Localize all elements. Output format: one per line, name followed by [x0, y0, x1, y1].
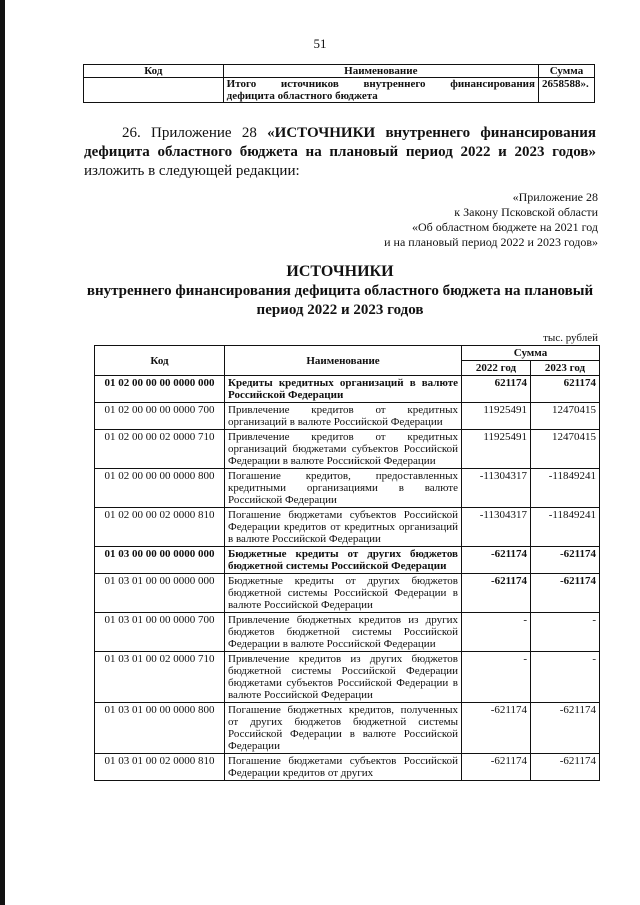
- cell-code: 01 03 01 00 02 0000 810: [95, 754, 225, 781]
- cell-name: Погашение бюджетами субъектов Российской Федерации кредитов от кредитных организаций в валюте Российской Федерации: [225, 508, 462, 547]
- cell-2022: 11925491: [462, 430, 531, 469]
- table-row: [95, 403, 600, 430]
- cell-code: 01 03 01 00 00 0000 700: [95, 613, 225, 652]
- cell-name: Кредиты кредитных организаций в валюте Российской Федерации: [225, 376, 462, 403]
- table-row: [95, 652, 600, 703]
- document-title: [80, 262, 600, 320]
- cell-sum: 2658588».: [538, 78, 594, 103]
- paragraph-text-plain1: Приложение 28: [151, 125, 257, 141]
- continuation-table-header: [84, 65, 595, 78]
- header-sum: Сумма: [462, 346, 600, 361]
- table-row: [84, 78, 595, 103]
- cell-2023: -: [531, 652, 600, 703]
- cell-2023: -11849241: [531, 508, 600, 547]
- cell-2023: -621174: [531, 703, 600, 754]
- cell-code: 01 02 00 00 00 0000 700: [95, 403, 225, 430]
- table-row: [95, 574, 600, 613]
- header-name: Наименование: [223, 65, 538, 78]
- cell-2022: -621174: [462, 754, 531, 781]
- cell-2022: 11925491: [462, 403, 531, 430]
- table-row: [95, 613, 600, 652]
- cell-2023: 12470415: [531, 403, 600, 430]
- cell-2022: 621174: [462, 376, 531, 403]
- cell-name-line1: Итого источников внутреннего финансирования: [226, 78, 535, 90]
- header-2023: 2023 год: [531, 361, 600, 376]
- header-code: Код: [95, 346, 225, 376]
- cell-code: 01 02 00 00 02 0000 810: [95, 508, 225, 547]
- cell-2023: 621174: [531, 376, 600, 403]
- table-row: [95, 703, 600, 754]
- table-row: [95, 754, 600, 781]
- cell-code: 01 02 00 00 00 0000 800: [95, 469, 225, 508]
- title-line2: внутреннего финансирования дефицита областного бюджета на плановый: [86, 283, 594, 299]
- cell-2023: 12470415: [531, 430, 600, 469]
- cell-code: 01 03 01 00 00 0000 800: [95, 703, 225, 754]
- table-row: [95, 469, 600, 508]
- cell-2022: -11304317: [462, 469, 531, 508]
- cell-code: [84, 78, 224, 103]
- cell-2022: -: [462, 652, 531, 703]
- continuation-table: [83, 64, 595, 103]
- cell-code: 01 03 01 00 00 0000 000: [95, 574, 225, 613]
- paragraph-text-bold: «ИСТОЧНИКИ внутреннего финансирования дефицита областного бюджета на плановый период 2022 и 2023 годов»: [84, 125, 596, 160]
- appendix-line4: и на плановый период 2022 и 2023 годов»: [384, 235, 598, 249]
- appendix-line2: к Закону Псковской области: [454, 205, 598, 219]
- title-line3: период 2022 и 2023 годов: [256, 302, 424, 318]
- paragraph-text-plain2: изложить в следующей редакции:: [84, 163, 300, 179]
- cell-2022: -11304317: [462, 508, 531, 547]
- cell-name: Погашение бюджетами субъектов Российской Федерации кредитов от других: [225, 754, 462, 781]
- appendix-reference: [384, 190, 598, 250]
- cell-2022: -621174: [462, 547, 531, 574]
- cell-name: Погашение бюджетных кредитов, полученных от других бюджетов бюджетной системы Российской Федерации в валюте Российской Федерации: [225, 703, 462, 754]
- cell-code: 01 03 01 00 02 0000 710: [95, 652, 225, 703]
- cell-code: 01 02 00 00 00 0000 000: [95, 376, 225, 403]
- appendix-line3: «Об областном бюджете на 2021 год: [412, 220, 598, 234]
- cell-name: [223, 78, 538, 103]
- cell-2023: -621174: [531, 574, 600, 613]
- sources-table: [94, 345, 600, 781]
- page-number: 51: [313, 36, 327, 51]
- header-sum: Сумма: [538, 65, 594, 78]
- cell-code: 01 02 00 00 02 0000 710: [95, 430, 225, 469]
- cell-2023: -11849241: [531, 469, 600, 508]
- cell-name: Погашение кредитов, предоставленных кредитными организациями в валюте Российской Федерации: [225, 469, 462, 508]
- table-row: [95, 376, 600, 403]
- table-header-row: [95, 346, 600, 361]
- table-row: [95, 547, 600, 574]
- header-2022: 2022 год: [462, 361, 531, 376]
- units-label: тыс. рублей: [543, 332, 598, 344]
- cell-2022: -621174: [462, 703, 531, 754]
- paragraph-number: 26.: [122, 125, 141, 141]
- cell-2023: -621174: [531, 754, 600, 781]
- cell-name: Привлечение кредитов от кредитных организаций в валюте Российской Федерации: [225, 403, 462, 430]
- cell-2023: -621174: [531, 547, 600, 574]
- cell-name: Привлечение бюджетных кредитов из других бюджетов бюджетной системы Российской Федерации в валюте Российской Федерации: [225, 613, 462, 652]
- appendix-line1: «Приложение 28: [512, 190, 598, 204]
- header-name: Наименование: [225, 346, 462, 376]
- scan-edge: [0, 0, 5, 905]
- cell-name: Бюджетные кредиты от других бюджетов бюджетной системы Российской Федерации в валюте Российской Федерации: [225, 574, 462, 613]
- table-row: [95, 508, 600, 547]
- amendment-paragraph: [84, 124, 596, 181]
- cell-2022: -: [462, 613, 531, 652]
- title-line1: ИСТОЧНИКИ: [286, 263, 394, 280]
- table-body: [95, 376, 600, 781]
- cell-name: Бюджетные кредиты от других бюджетов бюджетной системы Российской Федерации: [225, 547, 462, 574]
- cell-2023: -: [531, 613, 600, 652]
- cell-code: 01 03 00 00 00 0000 000: [95, 547, 225, 574]
- header-code: Код: [84, 65, 224, 78]
- cell-name: Привлечение кредитов из других бюджетов бюджетной системы Российской Федерации бюджетами субъектов Российской Федерации в валюте Российской Федерации: [225, 652, 462, 703]
- cell-2022: -621174: [462, 574, 531, 613]
- cell-name-line2: дефицита областного бюджета: [226, 90, 378, 102]
- table-row: [95, 430, 600, 469]
- cell-name: Привлечение кредитов от кредитных организаций бюджетами субъектов Российской Федерации в валюте Российской Федерации: [225, 430, 462, 469]
